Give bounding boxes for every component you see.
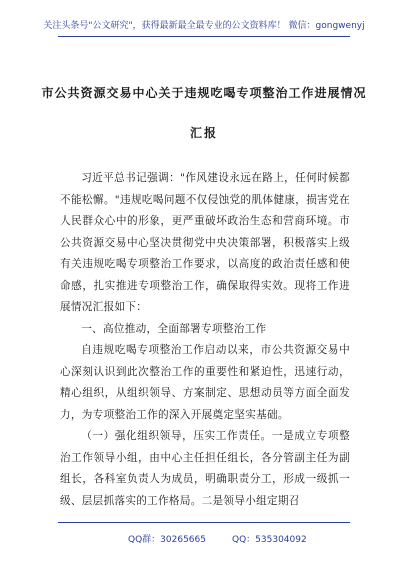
footer-qq-number: QQ：535304092 xyxy=(232,535,307,545)
document-title: 市公共资源交易中心关于违规吃喝专项整治工作进展情况 xyxy=(41,86,367,100)
paragraph-intro: 习近平总书记强调："作风建设永远在路上，任何时候都不能松懈。"违规吃喝问题不仅侵蚀党的肌体健康，损害党在人民群众心中的形象，更严重破坏政治生态和营商环境。市公共资源交易中心坚决贯彻党中央决策部署，积极落实上级有关违规吃喝专项整治工作要求，以高度的政治责任感和使命感，扎实推进专项整治工作，确保取得实效。现将工作进展情况汇报如下： xyxy=(60,172,350,313)
document-title-line2: 汇报 xyxy=(189,126,218,140)
header-divider xyxy=(58,36,350,37)
paragraph-section-heading: 一、高位推动，全面部署专项整治工作 xyxy=(81,322,267,335)
paragraph-section-body: 自违规吃喝专项整治工作启动以来，市公共资源交易中心深刻认识到此次整治工作的重要性和紧迫性，迅速行动，精心组织，从组织领导、方案制定、思想动员等方面全面发力，为专项整治工作的深入开展奠定坚实基础。 xyxy=(60,344,350,421)
header-banner: 关注头条号"公文研究"，获得最新最全最专业的公文资料库！ 微信：gongwenyj xyxy=(43,21,365,31)
paragraph-subsection: （一）强化组织领导，压实工作责任。一是成立专项整治工作领导小组，由中心主任担任组长，各分管副主任为副组长，各科室负责人为成员，明确职责分工，形成一级抓一级、层层抓落实的工作格局。二是领导小组定期召 xyxy=(60,430,350,507)
document-body xyxy=(60,168,350,512)
footer-divider xyxy=(58,522,350,523)
footer-qq-group: QQ群：30265665 xyxy=(128,535,206,545)
